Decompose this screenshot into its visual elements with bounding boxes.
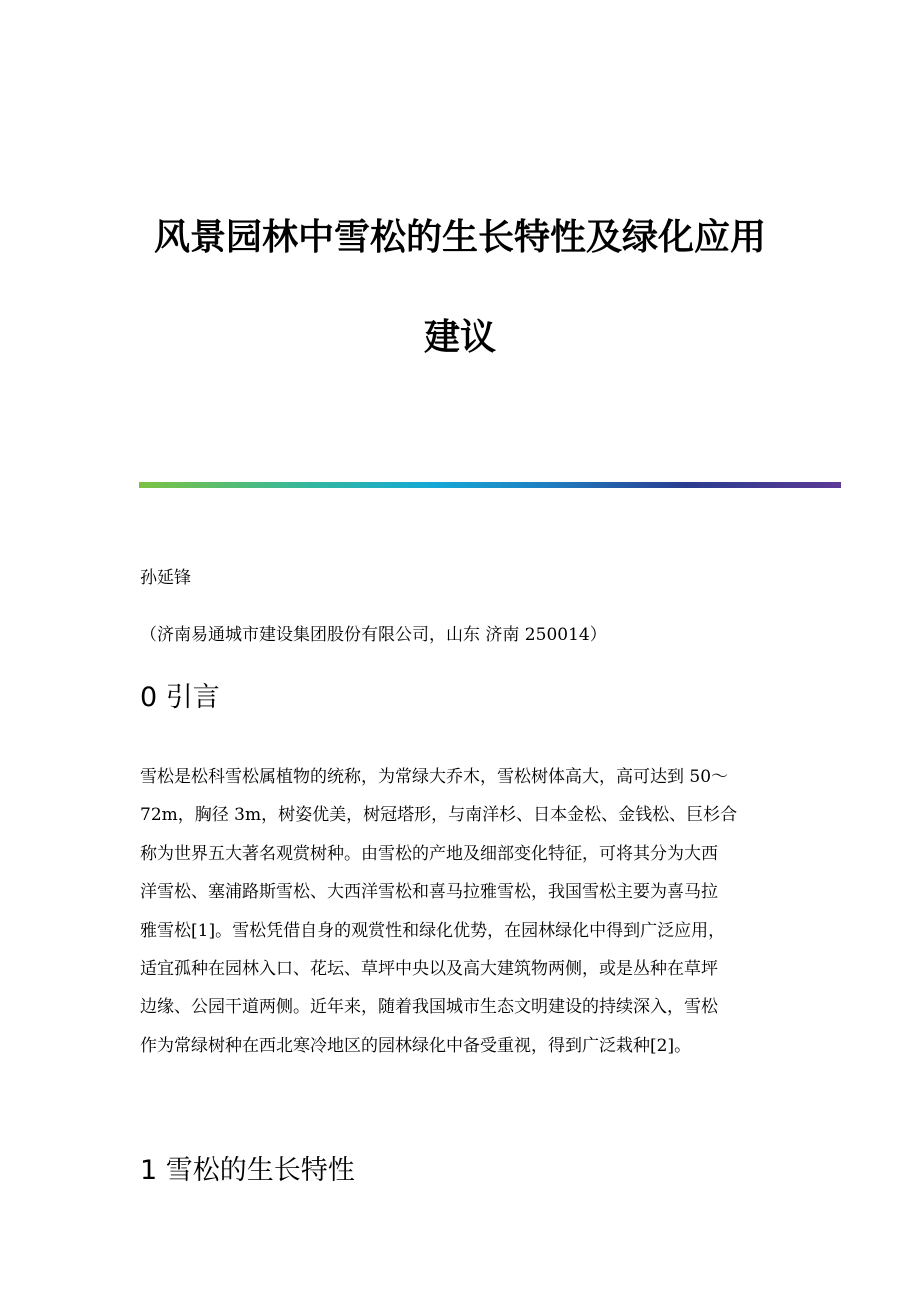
author-affiliation: （济南易通城市建设集团股份有限公司，山东 济南 250014）: [140, 625, 607, 645]
author-name: 孙延锋: [140, 568, 191, 588]
section-heading-growth-characteristics: 1 雪松的生长特性: [140, 1155, 355, 1186]
paragraph-line: 雅雪松[1]。雪松凭借自身的观赏性和绿化优势，在园林绿化中得到广泛应用，: [140, 920, 726, 941]
document-title-line-2: 建议: [423, 317, 496, 358]
paragraph-line: 称为世界五大著名观赏树种。由雪松的产地及细部变化特征，可将其分为大西: [140, 843, 718, 864]
section-heading-introduction: 0 引言: [140, 682, 220, 713]
document-title-line-1: 风景园林中雪松的生长特性及绿化应用: [153, 217, 766, 258]
paragraph-line: 72m，胸径 3m，树姿优美，树冠塔形，与南洋杉、日本金松、金钱松、巨杉合: [140, 805, 738, 826]
introduction-paragraph: [140, 758, 780, 1065]
paragraph-line: 洋雪松、塞浦路斯雪松、大西洋雪松和喜马拉雅雪松，我国雪松主要为喜马拉: [140, 882, 718, 903]
title-divider-gradient: [139, 482, 841, 488]
paragraph-line: 作为常绿树种在西北寒冷地区的园林绿化中备受重视，得到广泛栽种[2]。: [140, 1035, 692, 1056]
paragraph-line: 雪松是松科雪松属植物的统称，为常绿大乔木，雪松树体高大，高可达到 50～: [140, 767, 729, 787]
paragraph-line: 适宜孤种在园林入口、花坛、草坪中央以及高大建筑物两侧，或是丛种在草坪: [140, 958, 718, 979]
paragraph-line: 边缘、公园干道两侧。近年来，随着我国城市生态文明建设的持续深入，雪松: [140, 997, 718, 1018]
